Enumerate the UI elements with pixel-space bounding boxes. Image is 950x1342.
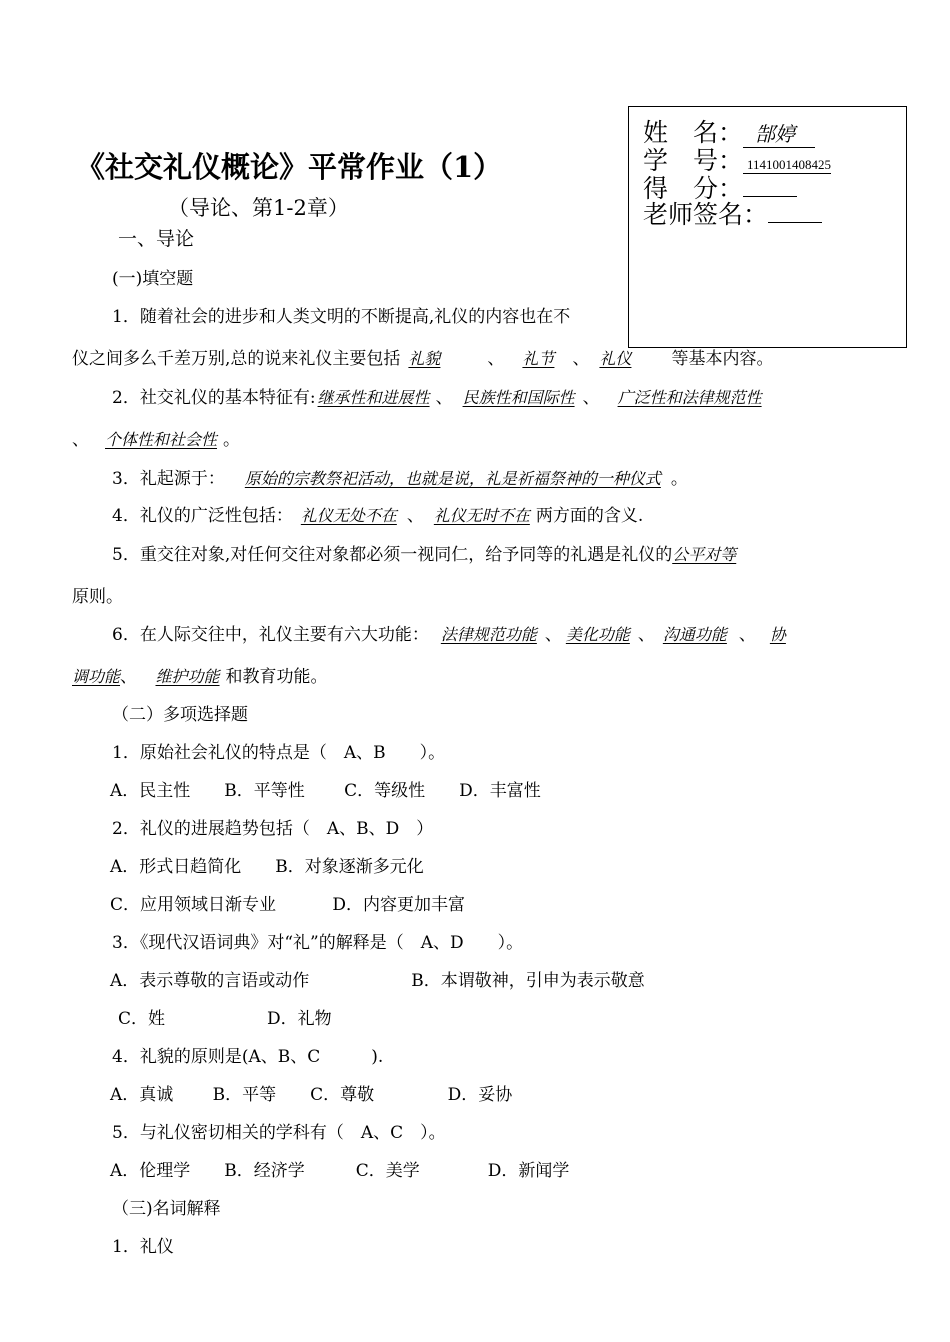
mc-q3: 3．《现代汉语词典》对“礼”的解释是（ A、D ）。 [112, 933, 524, 953]
fill-q6-suffix: 和教育功能。 [225, 667, 328, 687]
fill-q1-text: 仪之间多么千差万别,总的说来礼仪主要包括 [72, 349, 401, 369]
student-info-box [628, 106, 907, 348]
mc-q4-options: A．真诚 B．平等 C．尊敬 D．妥协 [110, 1085, 513, 1105]
fill-q2-answer-1: 继承性和进展性 [317, 388, 430, 407]
mc-q5: 5．与礼仪密切相关的学科有（ A、C ）。 [112, 1123, 446, 1143]
fill-q5-line1 [112, 540, 736, 565]
fill-q1-line1: 1．随着社会的进步和人类文明的不断提高,礼仪的内容也在不 [112, 307, 571, 327]
mc-q5-options: A．伦理学 B．经济学 C．美学 D．新闻学 [110, 1161, 570, 1181]
fill-q2-line1: 2．社交礼仪的基本特征有: 继承性和进展性 、 民族性和国际性 、 广泛性和法律规范性 [112, 388, 762, 408]
fill-q4-answer-2: 礼仪无时不在 [433, 506, 530, 525]
mc-q2: 2．礼仪的进展趋势包括（ A、B、D ） [112, 819, 434, 839]
mc-q2-options-2: C．应用领域日渐专业 D．内容更加丰富 [110, 895, 466, 915]
fill-q6-answer-4b: 调功能 [72, 667, 121, 686]
fill-q4: 4．礼仪的广泛性包括： 礼仪无处不在 、 礼仪无时不在 两方面的含义. [112, 506, 644, 526]
fill-q2-line2: 、 个体性和社会性 。 [72, 430, 241, 450]
fill-q2-text: 2．社交礼仪的基本特征有: [112, 388, 316, 408]
fill-blank-heading: (一)填空题 [112, 269, 194, 289]
mc-q1-options: A．民主性 B．平等性 C．等级性 D．丰富性 [110, 781, 541, 801]
teacher-sign-label: 老师签名： [643, 200, 769, 229]
fill-q5-answer: 公平对等 [672, 545, 737, 564]
fill-q6-answer-1: 法律规范功能 [440, 625, 537, 644]
fill-q6-answer-2: 美化功能 [565, 625, 630, 644]
mc-q4: 4．礼貌的原则是(A、B、C ). [112, 1047, 384, 1067]
fill-q1-answer-1: 礼貌 [408, 349, 441, 368]
fill-q6-answer-5: 维护功能 [155, 667, 220, 686]
fill-q5-suffix: 原则。 [72, 587, 123, 607]
fill-q6-line1: 6．在人际交往中，礼仪主要有六大功能： 法律规范功能 、 美化功能 、 沟通功能 、 协 [112, 625, 786, 645]
fill-q1-suffix: 等基本内容。 [671, 349, 774, 369]
fill-q6-answer-3: 沟通功能 [662, 625, 727, 644]
definitions-q1: 1．礼仪 [112, 1237, 174, 1257]
student-id-value: 1141001408425 [743, 157, 831, 174]
fill-q6-answer-4a: 协 [769, 625, 786, 644]
fill-q4-text: 4．礼仪的广泛性包括： [112, 506, 293, 526]
fill-q1-answer-2: 礼节 [522, 349, 555, 368]
name-label: 姓 名： [643, 118, 744, 147]
fill-q6-line2: 调功能、 维护功能 和教育功能。 [72, 667, 328, 687]
mc-q3-options-2: C．姓 D．礼物 [118, 1009, 332, 1029]
fill-q2-answer-2: 民族性和国际性 [462, 388, 575, 407]
mc-q3-options-1: A．表示尊敬的言语或动作 B．本谓敬神，引申为表示敬意 [110, 971, 645, 991]
fill-q1-line2: 仪之间多么千差万别,总的说来礼仪主要包括 礼貌 、 礼节 、 礼仪 等基本内容。 [72, 349, 774, 369]
teacher-sign-row [643, 195, 822, 231]
mc-q2-options-1: A．形式日趋简化 B．对象逐渐多元化 [110, 857, 424, 877]
mc-q1: 1．原始社会礼仪的特点是（ A、B ）。 [112, 743, 446, 763]
fill-q4-answer-1: 礼仪无处不在 [300, 506, 397, 525]
score-label: 得 分： [643, 174, 744, 203]
fill-q3: 3．礼起源于： 原始的宗教祭祀活动，也就是说，礼是祈福祭神的一种仪式 。 [112, 469, 688, 489]
fill-q1-answer-3: 礼仪 [599, 349, 632, 368]
page-title: 《社交礼仪概论》平常作业（1） [76, 150, 503, 184]
teacher-sign-blank [768, 220, 822, 223]
fill-q5-text: 5．重交往对象,对任何交往对象都必须一视同仁，给予同等的礼遇是礼仪的 [112, 545, 673, 565]
page-subtitle: （导论、第1-2章） [168, 196, 349, 220]
name-value: 郜婷 [743, 118, 815, 148]
section-heading-intro: 一、导论 [118, 228, 195, 250]
fill-q6-text: 6．在人际交往中，礼仪主要有六大功能： [112, 625, 429, 645]
mc-heading: （二）多项选择题 [112, 705, 248, 725]
fill-q2-answer-4: 个体性和社会性 [105, 430, 218, 449]
definitions-heading: （三)名词解释 [112, 1199, 221, 1219]
fill-q4-suffix: 两方面的含义. [535, 506, 644, 526]
student-id-label: 学 号： [643, 146, 744, 175]
fill-q2-answer-3: 广泛性和法律规范性 [617, 388, 762, 407]
fill-q3-text: 3．礼起源于： [112, 469, 225, 489]
fill-q3-answer: 原始的宗教祭祀活动，也就是说，礼是祈福祭神的一种仪式 [244, 469, 661, 488]
